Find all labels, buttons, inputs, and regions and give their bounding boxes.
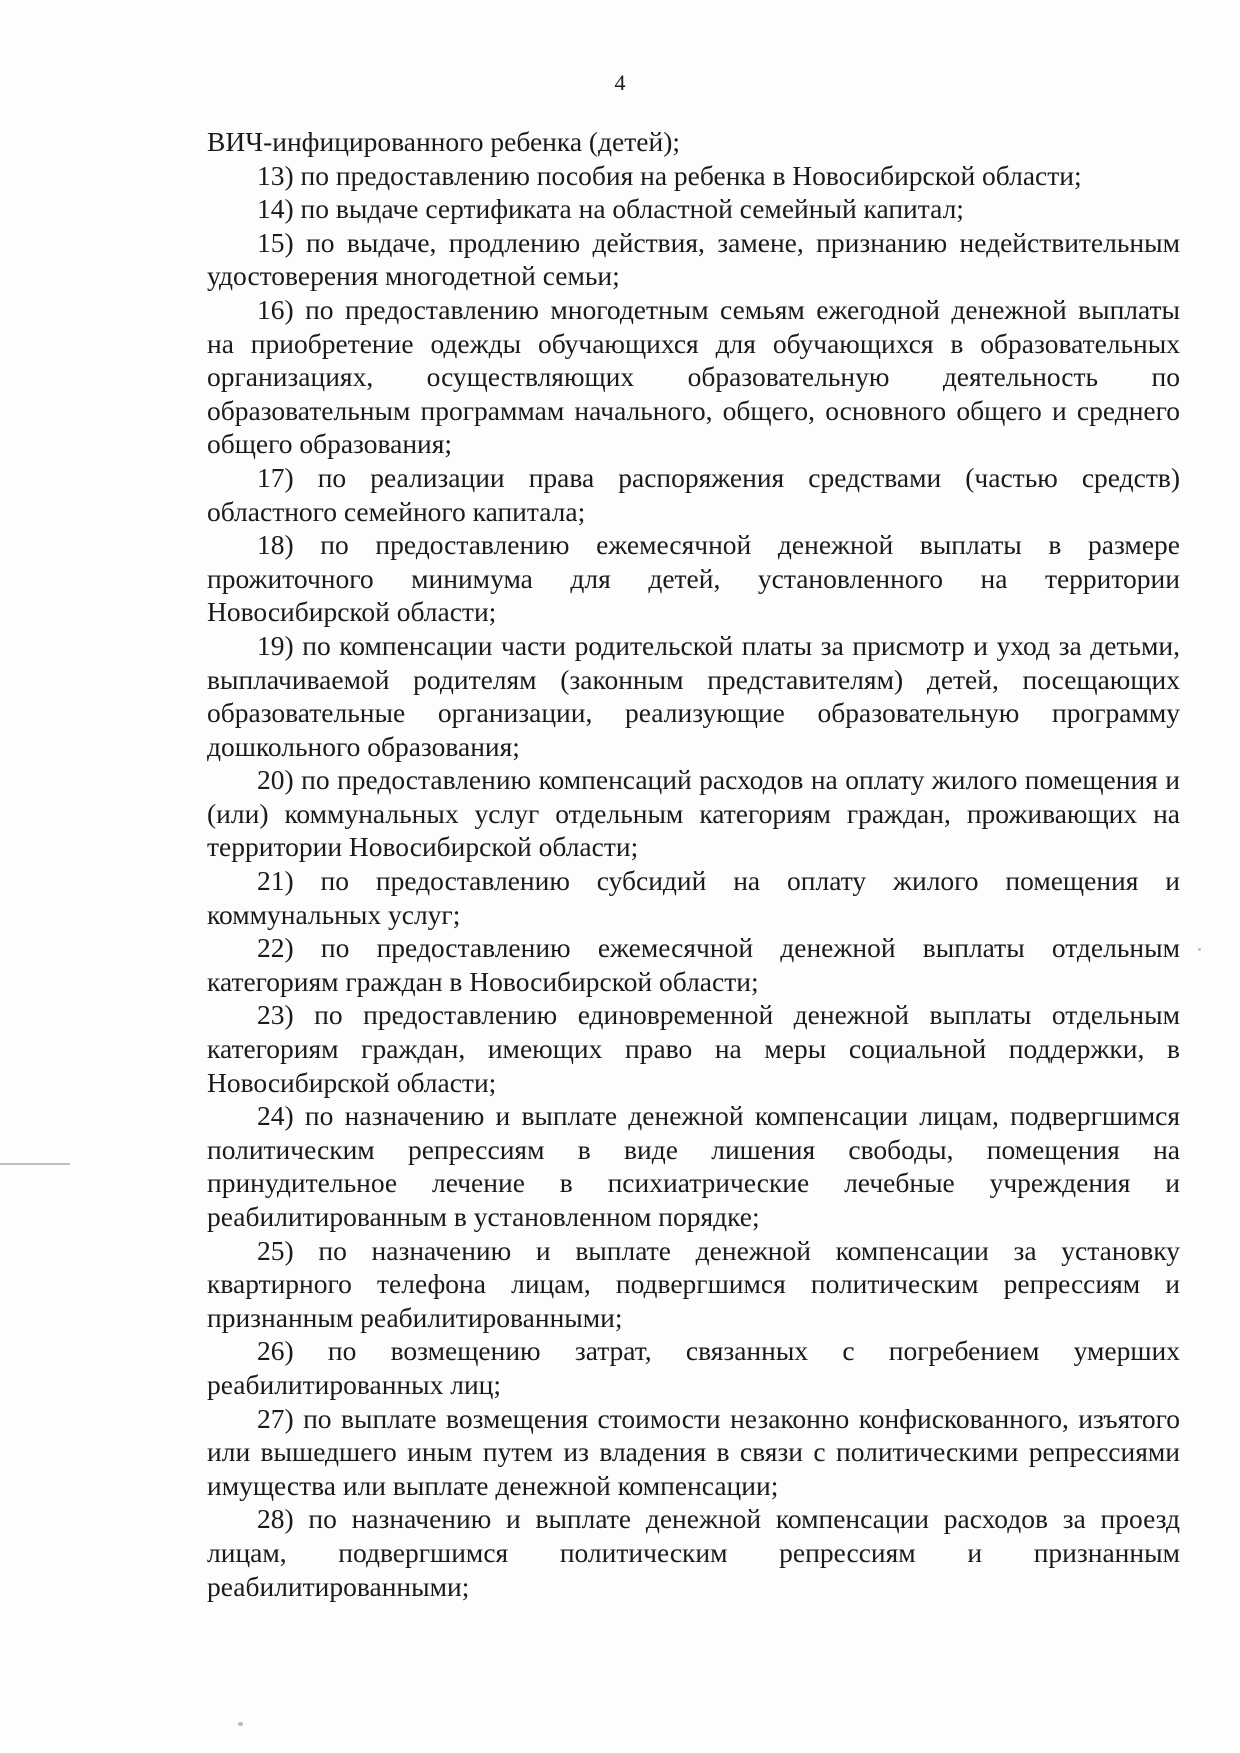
page-number: 4 — [614, 70, 626, 95]
list-item: 17) по реализации права распоряжения средствами (частью средств) областного семейного капитала; — [207, 461, 1180, 527]
list-item: 19) по компенсации части родительской платы за присмотр и уход за детьми, выплачиваемой родителям (законным представителям) детей, посещающих образовательные организации, реализующие образовательную программу дошкольного образования; — [207, 629, 1180, 762]
list-item: 28) по назначению и выплате денежной компенсации расходов за проезд лицам, подвергшимся политическим репрессиям и признанным реабилитированными; — [207, 1503, 1180, 1602]
document-body — [207, 125, 1180, 1603]
scan-artifact — [1198, 948, 1201, 951]
list-item: 26) по возмещению затрат, связанных с погребением умерших реабилитированных лиц; — [207, 1335, 1180, 1400]
scan-artifact — [238, 1722, 243, 1726]
list-item: 18) по предоставлению ежемесячной денежной выплаты в размере прожиточного минимума для детей, установленного на территории Новосибирской области; — [207, 529, 1180, 628]
list-item: 21) по предоставлению субсидий на оплату жилого помещения и коммунальных услуг; — [207, 865, 1180, 930]
list-item: 22) по предоставлению ежемесячной денежной выплаты отдельным категориям граждан в Новосибирской области; — [207, 932, 1180, 997]
list-item: 20) по предоставлению компенсаций расходов на оплату жилого помещения и (или) коммунальных услуг отдельным категориям граждан, проживающих на территории Новосибирской области; — [207, 764, 1180, 863]
list-item: 25) по назначению и выплате денежной компенсации за установку квартирного телефона лицам, подвергшимся политическим репрессиям и признанным реабилитированными; — [207, 1234, 1180, 1333]
list-item: 27) по выплате возмещения стоимости незаконно конфискованного, изъятого или вышедшего иным путем из владения в связи с политическими репрессиями имущества или выплате денежной компенсации; — [207, 1402, 1180, 1501]
list-item: 13) по предоставлению пособия на ребенка в Новосибирской области; — [257, 159, 1082, 191]
list-item: 16) по предоставлению многодетным семьям ежегодной денежной выплаты на приобретение одежды обучающихся для обучающихся в образовательных организациях, осуществляющих образовательную деятельность по образовательным программам начального, общего, основного общего и среднего общего образования; — [207, 293, 1180, 460]
scan-artifact — [0, 1163, 70, 1165]
list-item: 23) по предоставлению единовременной денежной выплаты отдельным категориям граждан, имеющих право на меры социальной поддержки, в Новосибирской области; — [207, 999, 1180, 1098]
paragraph: ВИЧ-инфицированного ребенка (детей); — [207, 126, 680, 157]
list-item: 15) по выдаче, продлению действия, замене, признанию недействительным удостоверения многодетной семьи; — [207, 226, 1180, 292]
list-item: 24) по назначению и выплате денежной компенсации лицам, подвергшимся политическим репрессиям в виде лишения свободы, помещения на принудительное лечение в психиатрические лечебные учреждения и реабилитированным в установленном порядке; — [207, 1100, 1180, 1232]
list-item: 14) по выдаче сертификата на областной семейный капитал; — [257, 193, 964, 225]
